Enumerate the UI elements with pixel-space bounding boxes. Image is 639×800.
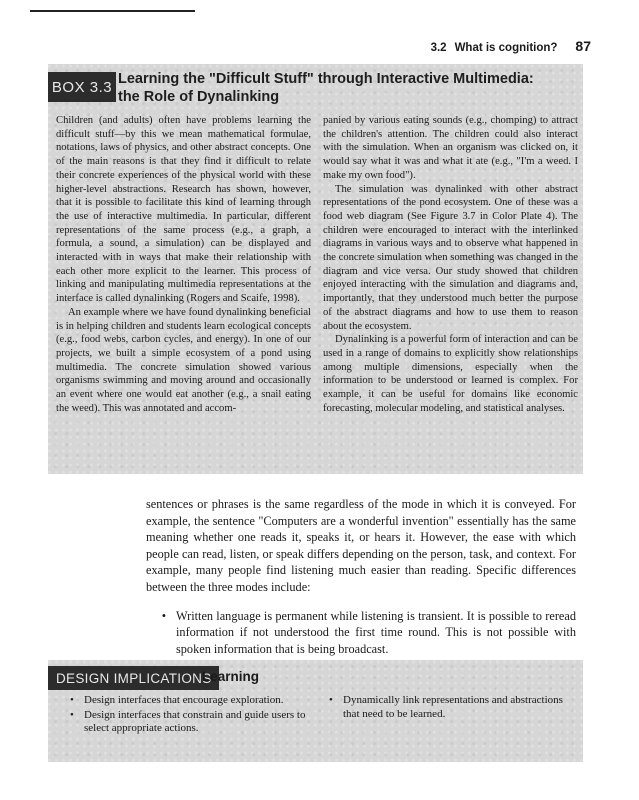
box-title-line-1: Learning the "Difficult Stuff" through Interactive Multimedia: <box>118 71 534 87</box>
box-3-3 <box>48 64 583 474</box>
list-item-text: Design interfaces that constrain and guide users to select appropriate actions. <box>84 708 306 734</box>
design-label: DESIGN IMPLICATIONS <box>48 666 219 690</box>
page-number: 87 <box>575 38 591 54</box>
box-right-column <box>323 114 578 415</box>
bullet-icon: • <box>70 694 74 706</box>
box-paragraph: panied by various eating sounds (e.g., chomping) to attract the children's attention. The children could also interact with the simulation. When an organism was clicked on, it would say what it was and what it ate (e.g., "I'm a weed. I make my own food"). <box>323 115 578 181</box>
design-left-list <box>70 694 311 737</box>
design-right-list <box>329 694 570 737</box>
body-paragraph: sentences or phrases is the same regardless of the mode in which it is conveyed. For example, the sentence "Computers are a wonderful invention" essentially has the same meaning whether one reads it, speaks it, or hears it. However, the ease with which people can read, listen, or speak differs depending on the person, task, and context. For example, many people find listening much easier than reading. Specific differences between the three modes include: <box>146 497 576 594</box>
running-header <box>431 38 591 54</box>
box-paragraph: Dynalinking is a powerful form of interaction and can be used in a range of domains to explicitly show relationships among multiple dimensions, especially when the information to be understood or learned is complex. For example, it can be useful for domains like economic forecasting, molecular modeling, and statistical analyses. <box>323 334 578 414</box>
list-item <box>70 709 311 736</box>
bullet-icon: • <box>329 694 333 706</box>
box-columns <box>56 114 578 415</box>
design-columns <box>70 694 570 737</box>
design-title: Learning <box>202 669 260 684</box>
list-item <box>70 694 311 708</box>
section-title: What is cognition? <box>454 42 558 54</box>
bullet-text: Written language is permanent while listening is transient. It is possible to reread information if not understood the first time round. This is not possible with spoken information that is being broadcast. <box>176 608 576 656</box>
box-left-column <box>56 114 311 415</box>
box-title-line-2: the Role of Dynalinking <box>118 89 280 105</box>
bullet-icon: • <box>161 608 166 623</box>
section-number: 3.2 <box>430 42 447 54</box>
body-text <box>146 496 576 657</box>
bullet-icon: • <box>70 708 74 721</box>
box-paragraph: The simulation was dynalinked with other abstract representations of the pond ecosystem. One of these was a food web diagram (See Figure 3.7 in Color Plate 4). The children were encouraged to interact with the interlinked diagrams in various ways and to observe what happened in the concrete simulation when something was changed in the diagram and vice versa. Our study showed that children enjoyed interacting with the simulation and diagrams and, importantly, that they understood much better the purpose of the abstract diagrams and how to use them to reason about the ecosystem. <box>323 183 578 332</box>
box-title <box>118 70 548 106</box>
bullet-item <box>146 608 576 658</box>
design-implications-box <box>48 660 583 762</box>
box-paragraph: An example where we have found dynalinking beneficial is in helping children and students learn ecological concepts (e.g., food webs, carbon cycles, and energy). In one of our projects, we built a simple ecosystem of a pond using multimedia. The concrete simulation showed various organisms swimming and moving around and occasionally an event where one would eat another (e.g., a snail eating the weed). This was annotated and accom- <box>56 306 311 414</box>
list-item-text: Dynamically link representations and abstractions that need to be learned. <box>343 694 563 720</box>
list-item <box>329 694 570 721</box>
box-paragraph: Children (and adults) often have problems learning the difficult stuff—by this we mean mathematical formulae, notations, laws of physics, and other abstract concepts. One of the main reasons is that they find it difficult to relate their concrete experiences of the physical world with these higher-level abstractions. Research has shown, however, that it is possible to facilitate this kind of learning through the use of interactive multimedia. In particular, different representations of the same process (e.g., a graph, a formula, a sound, a simulation) can be displayed and interacted with in ways that make their relationship with each other more explicit to the learner. This process of linking and manipulating multimedia representations at the interface is called dynalinking (Rogers and Scaife, 1998). <box>56 115 311 305</box>
top-rule <box>30 10 195 12</box>
box-label: BOX 3.3 <box>48 72 116 102</box>
list-item-text: Design interfaces that encourage exploration. <box>84 694 284 706</box>
